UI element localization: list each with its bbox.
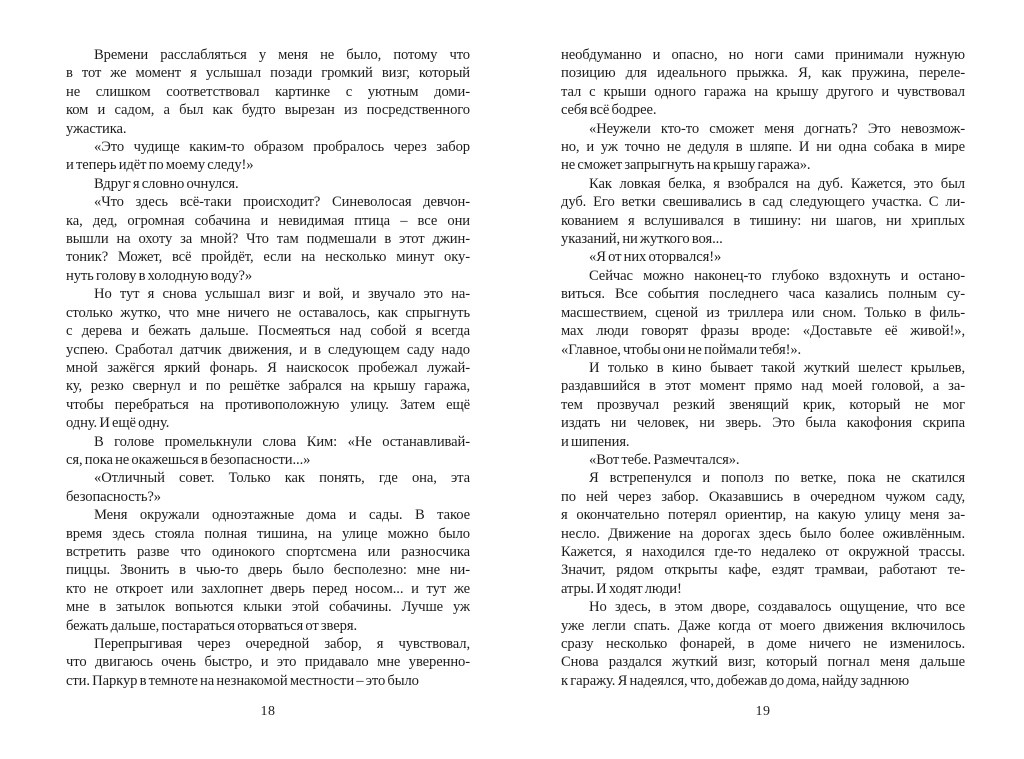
text-line: ком и садом, а был как будто вырезан из посредственного	[66, 102, 470, 119]
text-line: Вдруг я словно очнулся.	[94, 175, 239, 192]
text-line: тал с крыши одного гаража на крышу другого и чувствовал	[561, 83, 965, 100]
text-line: успею. Сработал датчик движения, и в следующем саду надо	[66, 341, 470, 358]
right-page-text	[561, 46, 965, 690]
text-line: сразу несколько фонарей, в доме ничего не изменилось.	[561, 636, 965, 652]
text-line: я окончательно потерял ориентир, на какую улицу меня за-	[561, 507, 965, 524]
text-line: раздавшийся в этот момент прямо над моей головой, а за-	[561, 378, 965, 395]
text-line: сти. Паркур в темноте на незнакомой местности – это было	[66, 672, 419, 689]
text-line: «Отличный совет. Только как понять, где она, эта	[94, 470, 470, 487]
text-line: Сейчас можно наконец-то глубоко вздохнуть и остано-	[589, 267, 965, 284]
text-line: Перепрыгивая через очередной забор, я чувствовал,	[94, 636, 470, 652]
text-line: дуб. Его ветки свешивались в сад следующего участка. С ли-	[561, 194, 965, 211]
text-line: кованием я вслушивался в тишину: ни шагов, ни хриплых	[561, 212, 965, 229]
text-line: «Неужели кто-то сможет меня догнать? Это невозмож-	[589, 120, 965, 137]
text-line: В голове промелькнули слова Ким: «Не останавливай-	[94, 433, 470, 450]
text-line: виться. Все события последнего часа казались полным су-	[561, 286, 965, 303]
text-line: но, и уж точно не дедуля в шляпе. И ни одна собака в мире	[561, 139, 965, 156]
right-page-number: 19	[755, 704, 771, 720]
text-line: издать ни человек, ни зверь. Это была какофония скрипа	[561, 415, 965, 432]
text-line: ка, дед, огромная собачина и невидимая птица – все они	[66, 212, 470, 229]
text-line: «Это чудище каким-то образом пробралось через забор	[94, 139, 470, 156]
text-line: необдуманно и опасно, но ноги сами принимали нужную	[561, 47, 965, 63]
text-line: вышли на охоту за мной? Что там подмешали в этот джин-	[66, 231, 470, 248]
text-line: «Я от них оторвался!»	[589, 249, 722, 266]
text-line: нуть голову в холодную воду?»	[66, 267, 253, 284]
text-line: не сможет запрыгнуть на крышу гаража».	[561, 157, 811, 174]
text-line: И только в кино бывает такой жуткий шелест крыльев,	[589, 359, 965, 376]
text-line: бежать дальше, постараться оторваться от зверя.	[66, 617, 357, 634]
text-line: ку, резко свернул и по решётке забрался на крышу гаража,	[66, 378, 470, 395]
text-line: масшествием, сценой из триллера или сном. Только в филь-	[561, 304, 965, 321]
text-line: Кажется, я находился где-то недалеко от окружной трассы.	[561, 543, 965, 560]
text-line: Значит, рядом открыты кафе, ездят трамваи, работают те-	[561, 562, 965, 579]
page-right	[561, 46, 965, 720]
text-line: несло. Движение на дорогах здесь было более оживлённым.	[561, 525, 965, 542]
text-line: Я встрепенулся и пополз по ветке, пока не скатился	[589, 470, 965, 487]
text-line: позицию для идеального прыжка. Я, как пружина, переле-	[561, 65, 965, 82]
text-line: безопасность?»	[66, 488, 161, 505]
text-line: столько жутко, что мне ничего не оставалось, как спрыгнуть	[66, 304, 470, 321]
text-line: не слишком соответствовал картинке с уютным доми-	[66, 83, 470, 100]
text-line: мах люди говорят фразы вроде: «Доставьте её живой!»,	[561, 323, 965, 340]
text-line: уже легли спать. Даже когда от моего движения включилось	[561, 617, 965, 634]
text-line: кто не откроет или захлопнет дверь перед носом... и тут же	[66, 580, 470, 597]
text-line: тоник? Может, всё пройдёт, если на несколько минут оку-	[66, 249, 470, 266]
text-line: Меня окружали одноэтажные дома и сады. В такое	[94, 507, 470, 524]
text-line: мне в затылок вопьются клыки этой собачины. Лучше уж	[66, 599, 470, 616]
text-line: одну. И ещё одну.	[66, 415, 170, 432]
text-line: встретить разве что одинокого спортсмена или разносчика	[66, 543, 470, 560]
text-line: с дерева и бежать дальше. Посмеяться над собой я всегда	[66, 323, 470, 340]
text-line: Но здесь, в этом дворе, создавалось ощущение, что все	[589, 599, 965, 616]
text-line: пиццы. Звонить в чью-то дверь было бесполезно: мне ни-	[66, 562, 470, 579]
text-line: и теперь идёт по моему следу!»	[66, 157, 254, 174]
left-page-number: 18	[260, 704, 276, 720]
text-line: атры. И ходят люди!	[561, 580, 682, 597]
page-left	[66, 46, 470, 720]
text-line: Как ловкая белка, я взобрался на дуб. Кажется, это был	[589, 175, 965, 192]
text-line: ужастика.	[66, 120, 127, 137]
text-line: ся, пока не окажешься в безопасности...»	[66, 451, 311, 468]
text-line: к гаражу. Я надеялся, что, добежав до дома, найду заднюю	[561, 672, 910, 689]
text-line: указаний, ни жуткого воя...	[561, 231, 723, 248]
text-line: и шипения.	[561, 433, 630, 450]
text-line: в тот же момент я услышал позади громкий визг, который	[66, 65, 470, 82]
text-line: «Что здесь всё-таки происходит? Синеволосая девчон-	[94, 194, 470, 211]
text-line: себя всё бодрее.	[561, 102, 657, 119]
text-line: «Вот тебе. Размечтался».	[589, 451, 740, 468]
text-line: время здесь стояла полная тишина, на улице можно было	[66, 525, 470, 542]
text-line: что двигаюсь очень быстро, и это придавало мне уверенно-	[66, 654, 470, 671]
text-line: Но тут я снова услышал визг и вой, и звучало это на-	[94, 286, 470, 303]
text-line: Времени расслабляться у меня не было, потому что	[94, 47, 470, 63]
text-line: по ней через забор. Оказавшись в очередном чужом саду,	[561, 488, 965, 505]
text-line: Снова раздался жуткий визг, который погнал меня дальше	[561, 654, 965, 671]
left-page-text	[66, 46, 470, 690]
text-line: чтобы перебраться на противоположную улицу. Затем ещё	[66, 396, 470, 413]
text-line: мной зажёгся яркий фонарь. Я наискосок пробежал лужай-	[66, 359, 470, 376]
text-line: «Главное, чтобы они не поймали тебя!».	[561, 341, 802, 358]
text-line: тем прозвучал резкий звенящий крик, который не мог	[561, 396, 965, 413]
